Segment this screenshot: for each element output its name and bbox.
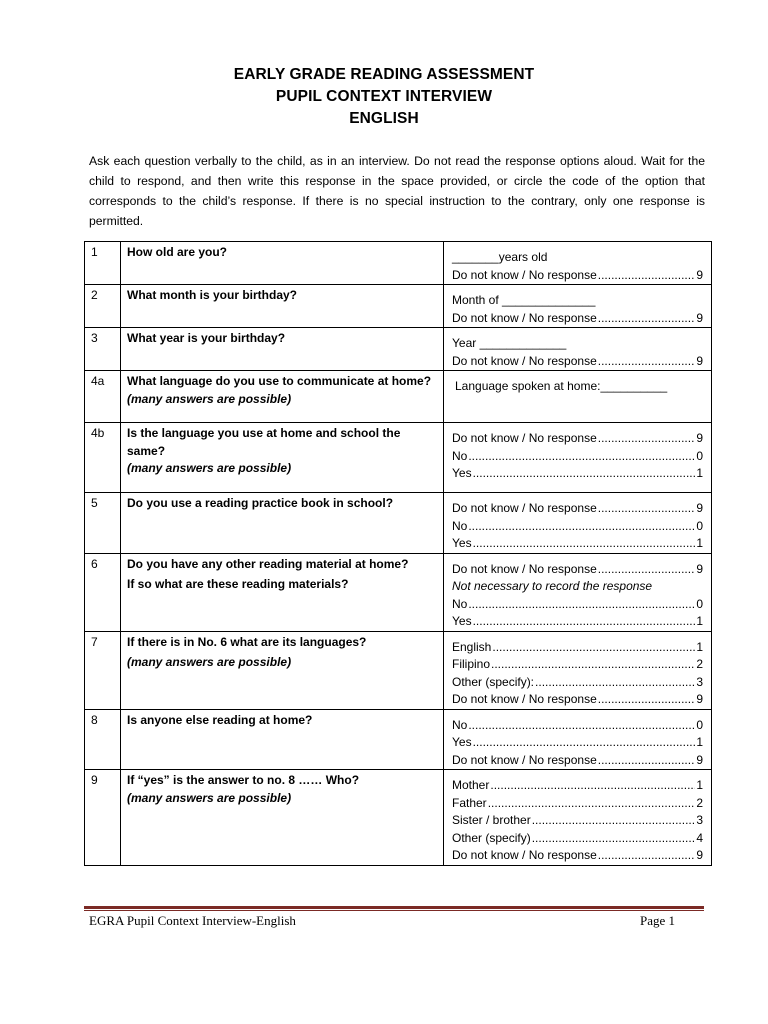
response-cell [444, 709, 712, 770]
option-code: 3 [696, 674, 703, 689]
leader-dots [468, 717, 695, 735]
option-label: Do not know / No response [452, 752, 597, 767]
leader-dots [598, 691, 696, 709]
option-code: 9 [696, 353, 703, 368]
option-code: 2 [696, 657, 703, 671]
question-cell [121, 553, 444, 631]
question-number: 3 [85, 328, 121, 371]
question-cell [121, 328, 444, 371]
response-option [452, 500, 703, 518]
option-label: Do not know / No response [452, 431, 597, 445]
response-option [452, 535, 703, 553]
leader-dots [490, 777, 695, 795]
document-header [0, 64, 768, 130]
response-option [452, 717, 703, 735]
table-row [85, 709, 712, 770]
table-row [85, 631, 712, 709]
option-label: Other (specify): [452, 674, 535, 689]
leader-dots [473, 613, 696, 631]
response-option [452, 691, 703, 709]
table-row [85, 328, 712, 371]
table-row [85, 242, 712, 285]
option-code: 9 [696, 752, 703, 767]
response-cell [444, 242, 712, 285]
option-label: No [452, 717, 468, 732]
leader-dots [598, 267, 696, 285]
question-cell [121, 709, 444, 770]
option-code: 3 [696, 813, 703, 827]
option-label: Do not know / No response [452, 501, 597, 515]
response-option [452, 674, 703, 692]
option-code: 0 [696, 448, 703, 463]
option-code: 0 [696, 518, 703, 533]
response-option [452, 777, 703, 795]
question-note: (many answers are possible) [127, 790, 292, 805]
leader-dots [598, 847, 696, 865]
question-cell [121, 770, 444, 866]
option-label: Other (specify) [452, 830, 531, 845]
leader-dots [473, 465, 696, 483]
question-cell [121, 371, 444, 423]
response-option [452, 830, 703, 848]
response-option [452, 656, 703, 674]
question-cell [121, 423, 444, 493]
question-number: 1 [85, 242, 121, 285]
interview-table [84, 241, 712, 866]
option-code: 1 [696, 536, 703, 550]
leader-dots [532, 830, 696, 848]
leader-dots [468, 518, 695, 536]
response-option [452, 752, 703, 770]
response-option [452, 518, 703, 536]
option-code: 9 [696, 848, 703, 862]
response-option [452, 639, 703, 657]
option-code: 9 [696, 561, 703, 576]
response-blank: _______years old [452, 250, 548, 264]
option-label: Father [452, 795, 487, 810]
option-label: Do not know / No response [452, 561, 597, 576]
option-code: 9 [696, 692, 703, 706]
question-number: 2 [85, 285, 121, 328]
response-option [452, 310, 703, 328]
question-number: 5 [85, 493, 121, 554]
option-label: Yes [452, 735, 472, 749]
option-label: Mother [452, 778, 490, 792]
response-cell [444, 553, 712, 631]
response-instruction: Not necessary to record the response [452, 579, 653, 593]
table-row [85, 553, 712, 631]
option-code: 2 [696, 795, 703, 810]
question-number: 4a [85, 371, 121, 423]
option-label: Yes [452, 614, 472, 628]
option-label: English [452, 639, 492, 654]
option-code: 9 [696, 501, 703, 515]
option-code: 1 [696, 466, 703, 480]
option-code: 0 [696, 717, 703, 732]
response-option [452, 465, 703, 483]
response-option [452, 353, 703, 371]
response-cell [444, 328, 712, 371]
question-note: (many answers are possible) [127, 461, 292, 475]
option-label: Do not know / No response [452, 692, 597, 706]
question-number: 7 [85, 631, 121, 709]
response-cell [444, 371, 712, 423]
response-blank: Language spoken at home:__________ [455, 379, 668, 393]
table-row [85, 770, 712, 866]
response-option [452, 561, 703, 579]
leader-dots [488, 795, 696, 813]
leader-dots [473, 535, 696, 553]
question-text: Is anyone else reading at home? [127, 712, 313, 727]
title-line-3: ENGLISH [349, 110, 419, 127]
table-row [85, 493, 712, 554]
question-text-followup: If so what are these reading materials? [127, 577, 349, 591]
question-number: 6 [85, 553, 121, 631]
response-option [452, 734, 703, 752]
option-code: 4 [696, 830, 703, 845]
option-code: 9 [696, 431, 703, 445]
option-label: Filipino [452, 657, 491, 671]
footer-rule-thin [84, 910, 704, 911]
response-cell [444, 285, 712, 328]
leader-dots [598, 752, 696, 770]
question-cell [121, 493, 444, 554]
leader-dots [598, 500, 696, 518]
response-option [452, 448, 703, 466]
response-cell [444, 631, 712, 709]
table-row [85, 371, 712, 423]
response-option [452, 847, 703, 865]
question-text: How old are you? [127, 245, 228, 259]
option-label: No [452, 518, 468, 533]
option-code: 0 [696, 596, 703, 611]
question-cell [121, 285, 444, 328]
response-blank: Month of ______________ [452, 293, 596, 307]
option-label: Do not know / No response [452, 267, 597, 282]
response-option [452, 795, 703, 813]
option-code: 1 [696, 639, 703, 654]
option-label: Do not know / No response [452, 353, 597, 368]
leader-dots [598, 430, 696, 448]
response-option [452, 430, 703, 448]
option-label: Yes [452, 536, 472, 550]
leader-dots [598, 310, 696, 328]
leader-dots [598, 561, 696, 579]
response-option [452, 596, 703, 614]
question-cell [121, 242, 444, 285]
response-option [452, 812, 703, 830]
question-note: (many answers are possible) [127, 391, 292, 406]
question-text: Is the language you use at home and school the same? [127, 426, 401, 458]
title-line-2: PUPIL CONTEXT INTERVIEW [275, 88, 493, 105]
option-label: Do not know / No response [452, 310, 597, 325]
question-text: If “yes” is the answer to no. 8 …… Who? [127, 773, 360, 787]
option-code: 1 [696, 614, 703, 628]
option-code: 9 [696, 310, 703, 325]
question-note: (many answers are possible) [127, 655, 292, 669]
option-label: Yes [452, 466, 472, 480]
leader-dots [535, 674, 695, 692]
table-row [85, 423, 712, 493]
footer-page-number: Page 1 [640, 913, 676, 928]
title-line-1: EARLY GRADE READING ASSESSMENT [233, 66, 535, 83]
question-cell [121, 631, 444, 709]
leader-dots [492, 639, 695, 657]
question-text: If there is in No. 6 what are its languages? [127, 634, 367, 649]
question-number: 4b [85, 423, 121, 493]
response-option [452, 267, 703, 285]
footer-rule-thick [84, 906, 704, 909]
leader-dots [598, 353, 696, 371]
option-label: No [452, 596, 468, 611]
leader-dots [468, 448, 695, 466]
question-text: What year is your birthday? [127, 331, 286, 345]
footer-document-title: EGRA Pupil Context Interview-English [89, 913, 296, 928]
leader-dots [473, 734, 696, 752]
response-cell [444, 423, 712, 493]
table-row [85, 285, 712, 328]
option-code: 1 [696, 778, 703, 792]
leader-dots [491, 656, 695, 674]
leader-dots [532, 812, 696, 830]
option-code: 1 [696, 735, 703, 749]
question-number: 9 [85, 770, 121, 866]
question-number: 8 [85, 709, 121, 770]
option-code: 9 [696, 267, 703, 282]
response-option [452, 613, 703, 631]
leader-dots [468, 596, 695, 614]
option-label: Do not know / No response [452, 848, 597, 862]
question-text: What month is your birthday? [127, 288, 297, 302]
option-label: Sister / brother [452, 813, 531, 827]
question-text: What language do you use to communicate at home? [127, 374, 432, 388]
response-cell [444, 770, 712, 866]
instructions-paragraph: Ask each question verbally to the child, as in an interview. Do not read the response options aloud. Wait for the child to respond, and then write this response in the space provided, or circle the code of the option that corresponds to the child’s response. If there is no special instruction to the contrary, only one response is permitted. [89, 154, 705, 228]
question-text: Do you have any other reading material at home? [127, 556, 409, 571]
option-label: No [452, 448, 468, 463]
response-cell [444, 493, 712, 554]
response-blank: Year _____________ [452, 336, 567, 350]
question-text: Do you use a reading practice book in school? [127, 496, 394, 510]
